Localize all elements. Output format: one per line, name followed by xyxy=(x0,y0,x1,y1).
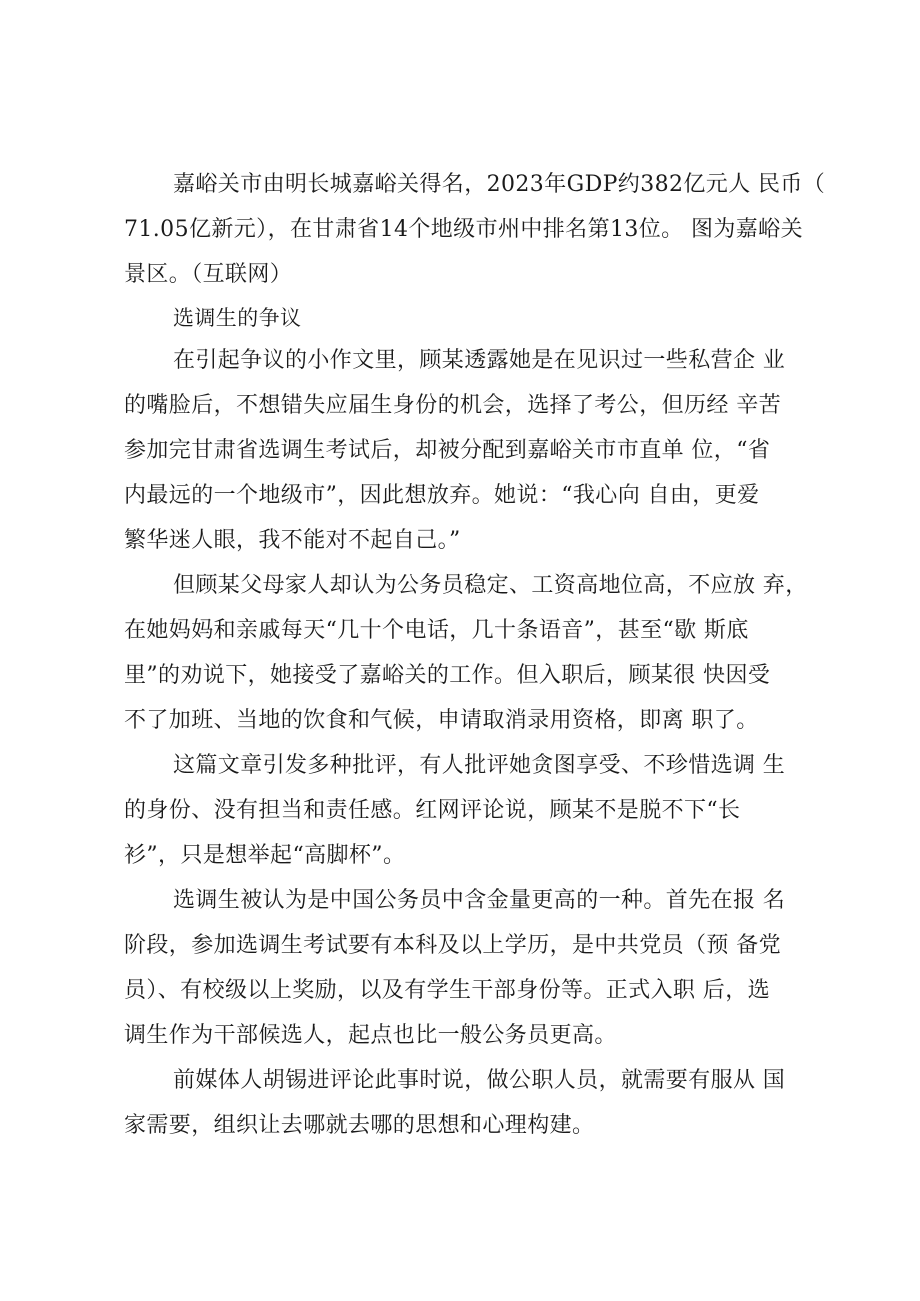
caption-line: 71.05亿新元），在甘肃省14个地级市州中排名第13位。 图为嘉峪关 xyxy=(124,217,803,242)
paragraph-line: 的嘴脸后，不想错失应届生身份的机会，选择了考公，但历经 辛苦 xyxy=(124,393,781,418)
paragraph-line: 这篇文章引发多种批评，有人批评她贪图享受、不珍惜选调 生 xyxy=(173,753,786,778)
paragraph-line: 的身份、没有担当和责任感。红网评论说，顾某不是脱不下“长 xyxy=(124,798,741,823)
paragraph-line: 员）、有校级以上奖励，以及有学生干部身份等。正式入职 后，选 xyxy=(124,978,770,1003)
paragraph-line: 但顾某父母家人却认为公务员稳定、工资高地位高，不应放 弃， xyxy=(173,573,808,598)
paragraph-line: 选调生被认为是中国公务员中含金量更高的一种。首先在报 名 xyxy=(173,888,786,913)
paragraph-line: 调生作为干部候选人，起点也比一般公务员更高。 xyxy=(124,1023,617,1048)
paragraph-line: 在她妈妈和亲戚每天“几十个电话，几十条语音”，甚至“歇 斯底 xyxy=(124,618,749,643)
paragraph-line: 衫”，只是想举起“高脚杯”。 xyxy=(124,843,406,868)
paragraph-line: 繁华迷人眼，我不能对不起自己。” xyxy=(124,528,461,553)
caption-line: 景区。（互联网） xyxy=(124,262,293,287)
paragraph-line: 不了加班、当地的饮食和气候，申请取消录用资格，即离 职了。 xyxy=(124,708,759,733)
section-heading: 选调生的争议 xyxy=(173,306,302,330)
paragraph-line: 参加完甘肃省选调生考试后，却被分配到嘉峪关市市直单 位，“省 xyxy=(124,438,771,463)
paragraph-line: 前媒体人胡锡进评论此事时说，做公职人员，就需要有服从 国 xyxy=(173,1068,786,1093)
caption-line: 嘉峪关市由明长城嘉峪关得名，2023年GDP约382亿元人 民币（ xyxy=(173,172,826,197)
paragraph-line: 家需要，组织让去哪就去哪的思想和心理构建。 xyxy=(124,1113,595,1138)
paragraph-line: 阶段，参加选调生考试要有本科及以上学历，是中共党员（预 备党 xyxy=(124,933,781,958)
paragraph-line: 在引起争议的小作文里，顾某透露她是在见识过一些私营企 业 xyxy=(173,348,786,373)
paragraph-line: 内最远的一个地级市”，因此想放弃。她说：“我心向 自由，更爱 xyxy=(124,483,760,508)
paragraph-line: 里”的劝说下，她接受了嘉峪关的工作。但入职后，顾某很 快因受 xyxy=(124,663,771,688)
